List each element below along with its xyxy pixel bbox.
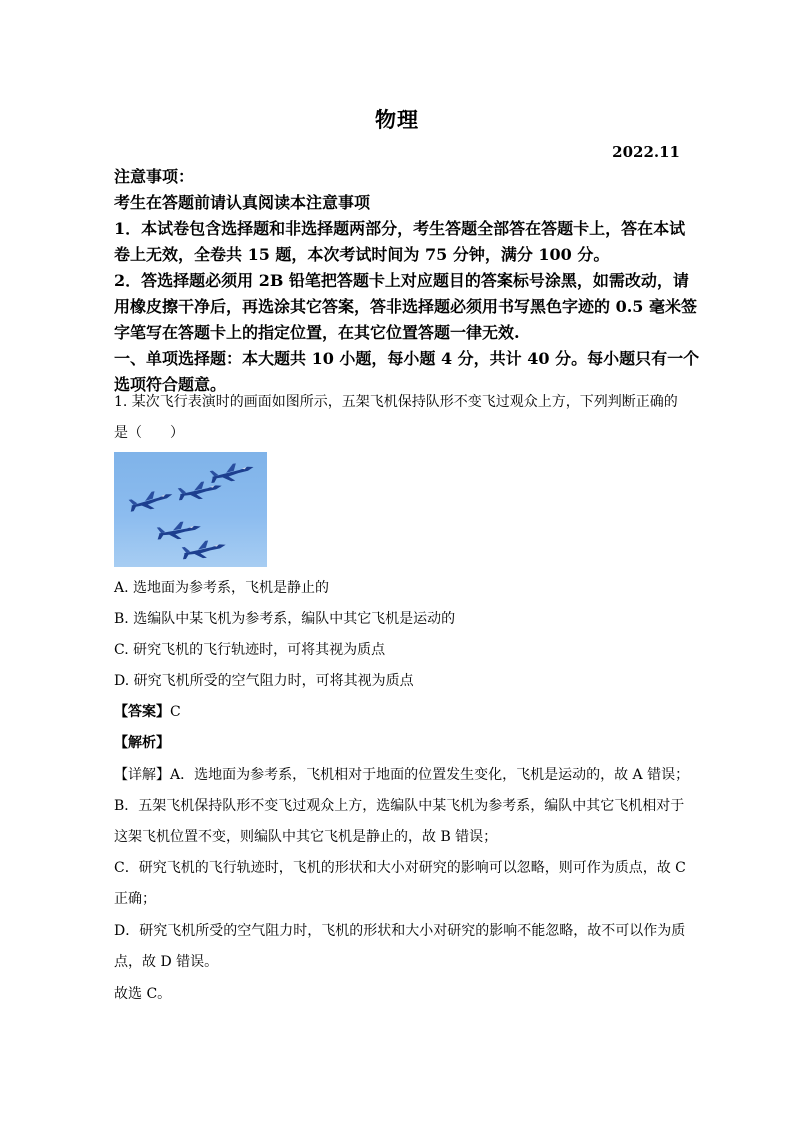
detail-line-1: 【详解】A．选地面为参考系，飞机相对于地面的位置发生变化，飞机是运动的，故 A 错误； <box>114 767 690 783</box>
jet-5 <box>181 539 227 561</box>
detail-line-8: 故选 C。 <box>114 986 172 1002</box>
question-stem-line-2: 是（ ） <box>114 425 184 441</box>
notice-item-1-line-1: 1．本试卷包含选择题和非选择题两部分，考生答题全部答在答题卡上，答在本试 <box>114 219 686 238</box>
notice-item-1-line-2: 卷上无效，全卷共 15 题，本次考试时间为 75 分钟，满分 100 分。 <box>114 245 610 264</box>
page-title: 物理 <box>375 107 419 132</box>
notice-item-2-line-2: 用橡皮擦干净后，再选涂其它答案，答非选择题必须用书写黑色字迹的 0.5 毫米签 <box>114 297 697 316</box>
notice-heading: 注意事项： <box>114 167 195 186</box>
analysis-label-text: 【解析】 <box>114 735 170 751</box>
detail-line-6: D．研究飞机所受的空气阻力时，飞机的形状和大小对研究的影响不能忽略，故不可以作为质 <box>114 923 686 939</box>
option-a: A. 选地面为参考系，飞机是静止的 <box>114 580 330 596</box>
detail-line-5: 正确； <box>114 891 156 907</box>
notice-item-2-line-3: 字笔写在答题卡上的指定位置，在其它位置答题一律无效. <box>114 323 520 342</box>
question-stem-line-1: 1. 某次飞行表演时的画面如图所示，五架飞机保持队形不变飞过观众上方，下列判断正确的 <box>114 394 678 410</box>
jet-formation-photo <box>114 452 267 567</box>
notice-item-2-line-1: 2．答选择题必须用 2B 铅笔把答题卡上对应题目的答案标号涂黑，如需改动，请 <box>114 271 689 290</box>
detail-line-2: B．五架飞机保持队形不变飞过观众上方，选编队中某飞机为参考系，编队中其它飞机相对于 <box>114 798 685 814</box>
section-heading-line-2: 选项符合题意。 <box>114 375 227 394</box>
section-heading-line-1: 一、单项选择题：本大题共 10 小题，每小题 4 分，共计 40 分。每小题只有一个 <box>114 349 700 368</box>
detail-line-4: C．研究飞机的飞行轨迹时，飞机的形状和大小对研究的影响可以忽略，则可作为质点，故 C <box>114 860 686 876</box>
answer-label: 【答案】 <box>114 704 170 720</box>
detail-line-7: 点，故 D 错误。 <box>114 954 219 970</box>
jet-4 <box>156 520 201 540</box>
jet-2 <box>177 480 223 502</box>
answer-line <box>114 702 684 722</box>
exam-date: 2022.11 <box>612 143 680 161</box>
option-d: D. 研究飞机所受的空气阻力时，可将其视为质点 <box>114 673 414 689</box>
answer-value: C <box>170 704 181 720</box>
jet-3 <box>128 488 174 512</box>
detail-line-3: 这架飞机位置不变，则编队中其它飞机是静止的，故 B 错误； <box>114 829 498 845</box>
option-c: C. 研究飞机的飞行轨迹时，可将其视为质点 <box>114 642 386 658</box>
jet-formation-drawing <box>114 452 267 567</box>
option-b: B. 选编队中某飞机为参考系，编队中其它飞机是运动的 <box>114 611 456 627</box>
notice-block <box>114 164 700 398</box>
notice-intro: 考生在答题前请认真阅读本注意事项 <box>114 193 371 212</box>
jet-1 <box>209 461 255 484</box>
analysis-label <box>114 733 684 753</box>
